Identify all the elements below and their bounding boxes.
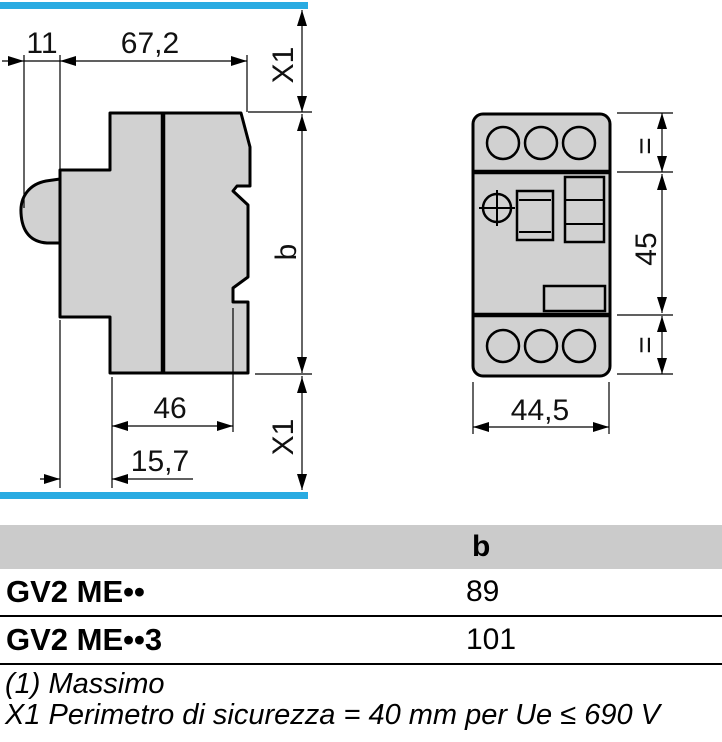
terminal-hole — [525, 330, 557, 362]
b-value: 101 — [466, 623, 517, 656]
table-row — [0, 617, 722, 665]
mounting-plane-bar-bottom — [0, 492, 308, 499]
rating-window — [544, 286, 605, 311]
arrow-right-icon — [231, 56, 247, 66]
arrow-right-icon — [217, 421, 233, 431]
dim-label-44-5: 44,5 — [510, 394, 570, 427]
dim-label-x1-top: X1 — [267, 46, 300, 84]
rocker-actuator — [565, 177, 604, 242]
arrow-left-icon — [112, 421, 128, 431]
front-view — [473, 114, 610, 376]
arrow-right-icon — [593, 422, 609, 432]
terminal-hole — [525, 127, 557, 159]
dim-label-equal-bottom: = — [629, 336, 662, 354]
arrow-down-icon — [657, 156, 667, 172]
terminal-hole — [563, 127, 595, 159]
arrow-up-icon — [657, 174, 667, 190]
dim-label-x1-bottom: X1 — [267, 418, 300, 456]
arrow-left-icon — [112, 474, 128, 484]
arrow-down-icon — [657, 297, 667, 313]
footnote-massimo: (1) Massimo — [5, 668, 165, 700]
dim-label-15-7: 15,7 — [130, 445, 190, 478]
arrow-down-icon — [657, 358, 667, 374]
dim-label-45: 45 — [630, 232, 663, 266]
footnote-x1-safety: X1 Perimetro di sicurezza = 40 mm per Ue ≤ 690 V — [5, 699, 660, 731]
arrow-right-icon — [8, 56, 24, 66]
table-header-row — [0, 525, 722, 569]
arrow-down-icon — [297, 357, 307, 373]
model-name: GV2 ME•• — [6, 574, 145, 609]
arrow-up-icon — [297, 377, 307, 393]
table-row — [0, 569, 722, 617]
arrow-left-icon — [60, 56, 76, 66]
arrow-up-icon — [657, 316, 667, 332]
terminal-hole — [487, 330, 519, 362]
dim-label-46: 46 — [153, 392, 187, 425]
dim-label-11: 11 — [26, 27, 58, 60]
dim-label-b: b — [270, 243, 303, 261]
arrow-right-icon — [44, 474, 60, 484]
toggle-lever — [21, 179, 60, 243]
arrow-up-icon — [657, 113, 667, 129]
arrow-down-icon — [297, 474, 307, 490]
model-name: GV2 ME••3 — [6, 622, 163, 657]
table-header-b: b — [472, 530, 491, 563]
dim-label-67-2: 67,2 — [120, 27, 180, 60]
terminal-hole — [563, 330, 595, 362]
arrow-up-icon — [297, 10, 307, 26]
arrow-left-icon — [473, 422, 489, 432]
mounting-plane-bar-top — [0, 2, 308, 9]
b-value: 89 — [466, 575, 500, 608]
dimensions-table — [0, 525, 722, 665]
terminal-hole — [487, 127, 519, 159]
dim-label-equal-top: = — [629, 137, 662, 155]
side-view — [21, 113, 250, 373]
arrow-down-icon — [297, 96, 307, 112]
arrow-up-icon — [297, 115, 307, 131]
side-view-body — [60, 113, 250, 373]
